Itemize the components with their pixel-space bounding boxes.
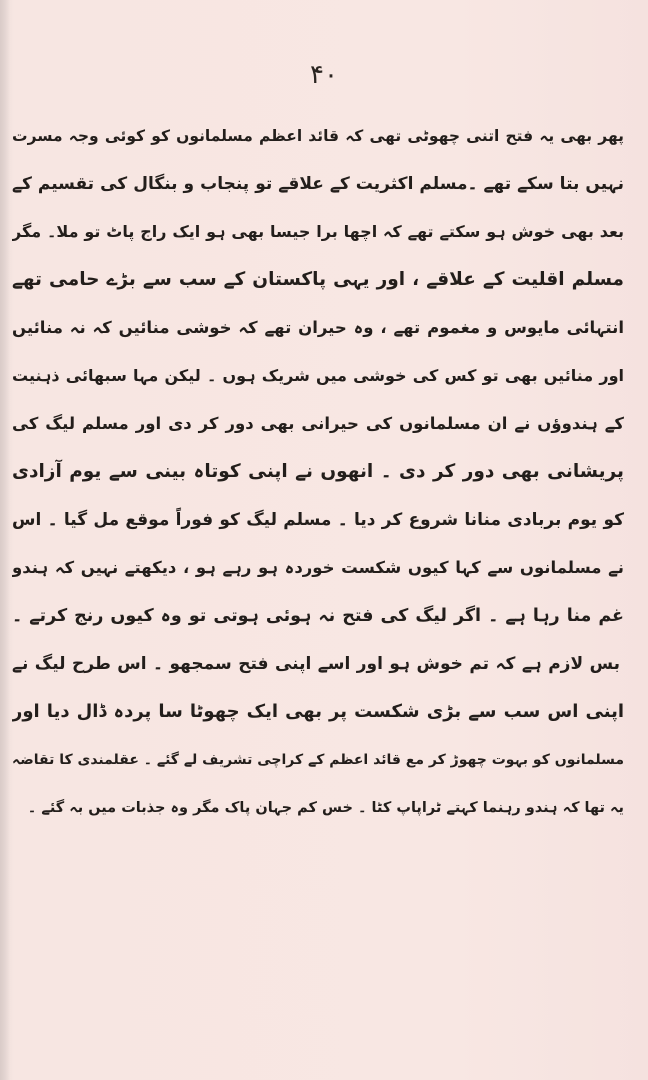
page-number: ۴۰ <box>310 60 338 90</box>
text-line: غم منا رہا ہے ۔ اگر لیگ کی فتح نہ ہوئی ہوتی تو وہ کیوں رنج کرتے ۔ <box>12 606 624 626</box>
text-body <box>12 112 624 832</box>
text-line: یہ تھا کہ ہندو رہنما کہتے ٹراپاپ کٹا ۔ خس کم جہان پاک مگر وہ جذبات میں بہ گئے ۔ <box>27 800 624 816</box>
text-line: بس لازم ہے کہ تم خوش ہو اور اسے اپنی فتح سمجھو ۔ اس طرح لیگ نے <box>12 654 620 674</box>
text-line: پریشانی بھی دور کر دی ۔ انھوں نے اپنی کوتاہ بینی سے یوم آزادی <box>12 461 624 482</box>
text-line: بعد بھی خوش ہو سکتے تھے کہ اچھا برا جیسا بھی ہو ایک راج پاٹ تو ملا۔ مگر <box>12 222 624 241</box>
text-line: پھر بھی یہ فتح اتنی چھوٹی تھی کہ قائد اعظم مسلمانوں کو کوئی وجہ مسرت <box>12 127 624 145</box>
text-line: نے مسلمانوں سے کہا کیوں شکست خوردہ ہو رہے ہو ، دیکھتے نہیں کہ ہندو <box>12 558 624 577</box>
text-line: کے ہندوؤں نے ان مسلمانوں کی حیرانی بھی دور کر دی اور مسلم لیگ کی <box>12 414 624 433</box>
text-line: مسلمانوں کو بہوت چھوڑ کر مع قائد اعظم کے کراچی تشریف لے گئے ۔ عقلمندی کا تقاضہ <box>12 752 624 768</box>
text-line: انتہائی مایوس و مغموم تھے ، وہ حیران تھے کہ خوشی منائیں کہ نہ منائیں <box>12 318 624 337</box>
text-line: کو یوم بربادی منانا شروع کر دیا ۔ مسلم لیگ کو فوراً موقع مل گیا ۔ اس <box>12 510 624 530</box>
text-line: اپنی اس سب سے بڑی شکست پر بھی ایک چھوٹا سا پردہ ڈال دیا اور <box>12 701 624 722</box>
text-line: اور منائیں بھی تو کس کی خوشی میں شریک ہوں ۔ لیکن مہا سبھائی ذہنیت <box>12 366 624 385</box>
text-line: نہیں بتا سکے تھے ۔مسلم اکثریت کے علاقے تو پنجاب و بنگال کی تقسیم کے <box>12 174 624 194</box>
text-line: مسلم اقلیت کے علاقے ، اور یہی پاکستان کے سب سے بڑے حامی تھے <box>12 269 624 290</box>
